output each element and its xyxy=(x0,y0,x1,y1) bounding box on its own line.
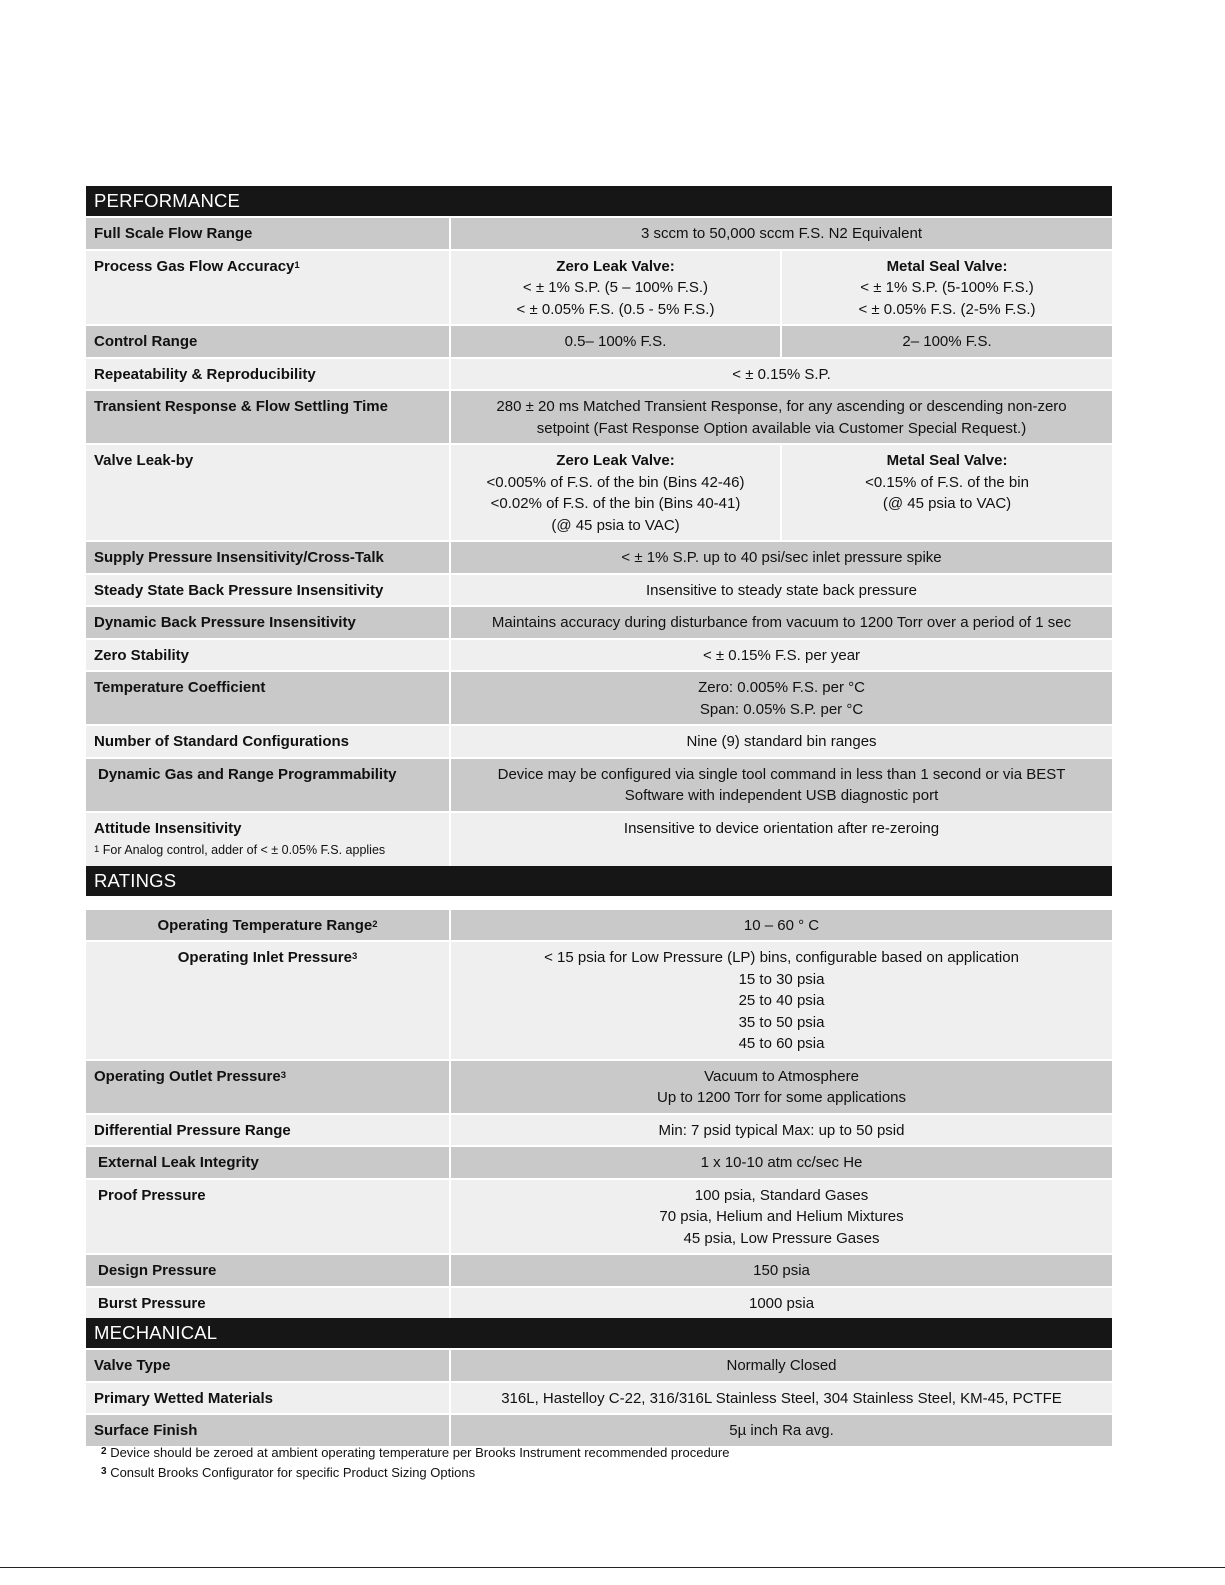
value-line: < ± 1% S.P. (5 – 100% F.S.) xyxy=(522,279,709,296)
row-attitude-insensitivity xyxy=(86,812,1112,866)
spec-table xyxy=(86,186,1112,1446)
label-text: Operating Temperature Range xyxy=(157,916,373,934)
row-label: Temperature Coefficient xyxy=(86,671,450,725)
row-label: Surface Finish xyxy=(86,1414,450,1446)
row-transient-response xyxy=(86,390,1112,444)
row-value xyxy=(450,758,1112,812)
label-text: Process Gas Flow Accuracy xyxy=(94,257,295,275)
footnote-text: For Analog control, adder of < ± 0.05% F.S. applies xyxy=(102,843,386,857)
value-line: 45 psia, Low Pressure Gases xyxy=(683,1229,880,1247)
row-steady-state-back-pressure xyxy=(86,574,1112,607)
value-line: <0.02% of F.S. of the bin (Bins 40-41) xyxy=(490,495,741,512)
row-value: 1 x 10-10 atm cc/sec He xyxy=(450,1146,1112,1179)
metal-seal-value xyxy=(781,250,1112,326)
section-title: PERFORMANCE xyxy=(86,186,1112,217)
row-value: 316L, Hastelloy C-22, 316/316L Stainless Steel, 304 Stainless Steel, KM-45, PCTFE xyxy=(450,1382,1112,1415)
footnote-text: Device should be zeroed at ambient operating temperature per Brooks Instrument recommended procedure xyxy=(110,1445,730,1460)
row-dynamic-back-pressure xyxy=(86,606,1112,639)
row-value: 5µ inch Ra avg. xyxy=(450,1414,1112,1446)
row-external-leak-integrity xyxy=(86,1146,1112,1179)
footnote-marker: 1 xyxy=(94,844,100,855)
footnote-marker: 2 xyxy=(101,1446,107,1457)
row-control-range xyxy=(86,325,1112,358)
value-line: Device may be configured via single tool command in less than 1 second or via BEST xyxy=(497,765,1066,783)
footnote-marker: 2 xyxy=(372,918,378,930)
label-text: Operating Outlet Pressure xyxy=(94,1067,281,1085)
row-label: Full Scale Flow Range xyxy=(86,217,450,250)
value-title: Metal Seal Valve: xyxy=(886,257,1008,275)
value-line: Span: 0.05% S.P. per °C xyxy=(699,700,864,718)
row-differential-pressure xyxy=(86,1114,1112,1147)
bottom-rule xyxy=(0,1567,1225,1568)
row-operating-outlet-pressure xyxy=(86,1060,1112,1114)
row-label: Design Pressure xyxy=(86,1254,450,1287)
value-line: <0.005% of F.S. of the bin (Bins 42-46) xyxy=(486,473,745,491)
section-title: MECHANICAL xyxy=(86,1318,1112,1349)
zero-leak-value xyxy=(450,250,781,326)
value-title: Zero Leak Valve: xyxy=(556,452,675,469)
value-line: 15 to 30 psia xyxy=(738,970,825,988)
table-footnote xyxy=(94,840,441,862)
value-line: 100 psia, Standard Gases xyxy=(694,1186,869,1204)
row-value xyxy=(450,1179,1112,1255)
value-line: < ± 0.05% F.S. (2-5% F.S.) xyxy=(858,300,1036,318)
label-text: Operating Inlet Pressure xyxy=(177,949,352,966)
row-value: 150 psia xyxy=(450,1254,1112,1287)
value-line: 35 to 50 psia xyxy=(738,1013,825,1031)
section-header-mechanical xyxy=(86,1318,1112,1349)
row-label xyxy=(86,1060,450,1114)
row-standard-configurations xyxy=(86,725,1112,758)
metal-seal-value: 2– 100% F.S. xyxy=(781,325,1112,358)
label-text: Attitude Insensitivity xyxy=(94,819,242,837)
row-value: Insensitive to steady state back pressure xyxy=(450,574,1112,607)
value-line: (@ 45 psia to VAC) xyxy=(882,495,1012,512)
row-valve-leak-by xyxy=(86,444,1112,541)
value-line: (@ 45 psia to VAC) xyxy=(551,516,680,534)
value-line: setpoint (Fast Response Option available via Customer Special Request.) xyxy=(536,419,1027,437)
row-value xyxy=(450,941,1112,1060)
row-value xyxy=(450,390,1112,444)
row-label: Supply Pressure Insensitivity/Cross-Talk xyxy=(86,541,450,574)
row-value: Maintains accuracy during disturbance from vacuum to 1200 Torr over a period of 1 sec xyxy=(450,606,1112,639)
row-burst-pressure xyxy=(86,1287,1112,1319)
row-label: Differential Pressure Range xyxy=(86,1114,450,1147)
row-value: 1000 psia xyxy=(450,1287,1112,1319)
row-value: Insensitive to device orientation after re-zeroing xyxy=(450,812,1112,866)
row-value xyxy=(450,671,1112,725)
row-value: Normally Closed xyxy=(450,1349,1112,1382)
section-title: RATINGS xyxy=(86,866,1112,896)
value-title: Zero Leak Valve: xyxy=(556,257,675,275)
row-proof-pressure xyxy=(86,1179,1112,1255)
row-value: 10 – 60 ° C xyxy=(450,909,1112,942)
value-line: 25 to 40 psia xyxy=(738,992,825,1009)
section-header-ratings xyxy=(86,866,1112,896)
value-line: <0.15% of F.S. of the bin xyxy=(865,473,1029,491)
value-line: < 15 psia for Low Pressure (LP) bins, configurable based on application xyxy=(544,949,1019,966)
row-value: Min: 7 psid typical Max: up to 50 psid xyxy=(450,1114,1112,1147)
row-label: Primary Wetted Materials xyxy=(86,1382,450,1415)
row-temperature-coefficient xyxy=(86,671,1112,725)
row-label: Zero Stability xyxy=(86,639,450,672)
row-label xyxy=(86,909,450,942)
row-gas-range-programmability xyxy=(86,758,1112,812)
row-valve-type xyxy=(86,1349,1112,1382)
row-label: Proof Pressure xyxy=(86,1179,450,1255)
row-repeatability xyxy=(86,358,1112,391)
footnote-marker: 1 xyxy=(294,259,300,271)
value-line: 45 to 60 psia xyxy=(738,1035,825,1052)
row-label: Steady State Back Pressure Insensitivity xyxy=(86,574,450,607)
value-line: Software with independent USB diagnostic port xyxy=(624,787,939,804)
zero-leak-value xyxy=(450,444,781,541)
row-surface-finish xyxy=(86,1414,1112,1446)
row-operating-inlet-pressure xyxy=(86,941,1112,1060)
value-title: Metal Seal Valve: xyxy=(886,452,1008,469)
row-supply-pressure xyxy=(86,541,1112,574)
footnote-marker: 3 xyxy=(280,1069,287,1081)
row-label: Valve Leak-by xyxy=(86,444,450,541)
footnote-marker: 3 xyxy=(101,1465,107,1477)
footnote-marker: 3 xyxy=(351,951,358,962)
row-value: 3 sccm to 50,000 sccm F.S. N2 Equivalent xyxy=(450,217,1112,250)
row-value: Nine (9) standard bin ranges xyxy=(450,725,1112,758)
value-line: Zero: 0.005% F.S. per °C xyxy=(698,679,865,696)
row-value: < ± 0.15% S.P. xyxy=(450,358,1112,391)
zero-leak-value: 0.5– 100% F.S. xyxy=(450,325,781,358)
row-label: Repeatability & Reproducibility xyxy=(86,358,450,391)
row-label xyxy=(86,812,450,866)
row-wetted-materials xyxy=(86,1382,1112,1415)
row-label: Number of Standard Configurations xyxy=(86,725,450,758)
row-label xyxy=(86,941,450,1060)
row-value xyxy=(450,1060,1112,1114)
footnote xyxy=(101,1463,729,1483)
value-line: Vacuum to Atmosphere xyxy=(704,1067,859,1085)
value-line: 70 psia, Helium and Helium Mixtures xyxy=(659,1208,904,1225)
row-label: External Leak Integrity xyxy=(86,1146,450,1179)
row-label: Transient Response & Flow Settling Time xyxy=(86,390,450,444)
row-design-pressure xyxy=(86,1254,1112,1287)
section-header-performance xyxy=(86,186,1112,217)
value-line: Up to 1200 Torr for some applications xyxy=(657,1089,907,1106)
footnote-text: Consult Brooks Configurator for specific Product Sizing Options xyxy=(110,1464,476,1480)
row-label: Dynamic Back Pressure Insensitivity xyxy=(86,606,450,639)
row-label: Control Range xyxy=(86,325,450,358)
metal-seal-value xyxy=(781,444,1112,541)
value-line: < ± 1% S.P. (5-100% F.S.) xyxy=(860,279,1034,296)
footnote xyxy=(101,1443,729,1463)
footnotes xyxy=(101,1443,729,1482)
row-process-gas-flow-accuracy xyxy=(86,250,1112,326)
row-label: Valve Type xyxy=(86,1349,450,1382)
spacer xyxy=(86,896,1112,909)
row-value: < ± 1% S.P. up to 40 psi/sec inlet pressure spike xyxy=(450,541,1112,574)
value-line: < ± 0.05% F.S. (0.5 - 5% F.S.) xyxy=(516,300,715,318)
row-label xyxy=(86,250,450,326)
row-value: < ± 0.15% F.S. per year xyxy=(450,639,1112,672)
row-operating-temperature xyxy=(86,909,1112,942)
row-zero-stability xyxy=(86,639,1112,672)
row-label: Dynamic Gas and Range Programmability xyxy=(86,758,450,812)
value-line: 280 ± 20 ms Matched Transient Response, for any ascending or descending non-zero xyxy=(496,398,1067,415)
row-label: Burst Pressure xyxy=(86,1287,450,1319)
row-full-scale-flow-range xyxy=(86,217,1112,250)
